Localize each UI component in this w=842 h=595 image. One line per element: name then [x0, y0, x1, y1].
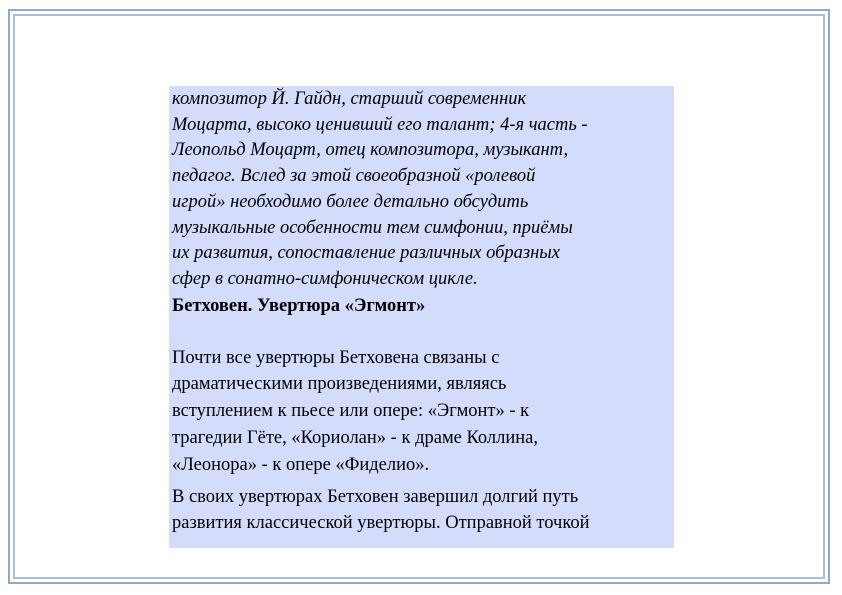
text-line: вступлением к пьесе или опере: «Эгмонт» - к [172, 401, 530, 422]
section-heading: Бетховен. Увертюра «Эгмонт» [172, 295, 426, 316]
text-line: развития классической увертюры. Отправной точкой [172, 513, 590, 534]
text-line: музыкальные особенности тем симфонии, приёмы [172, 217, 573, 238]
text-line: трагедии Гёте, «Кориолан» - к драме Коллина, [172, 428, 539, 449]
text-line: сфер в сонатно-симфоническом цикле. [172, 268, 478, 289]
intro-paragraph [172, 87, 671, 293]
text-line: «Леонора» - к опере «Фиделио». [172, 454, 430, 475]
body-paragraph-2 [172, 484, 671, 538]
text-line: композитор Й. Гайдн, старший современник [172, 89, 527, 109]
text-line: их развития, сопоставление различных образных [172, 243, 561, 264]
text-line: Моцарта, высоко ценивший его талант; 4-я часть - [172, 114, 588, 135]
blank-line [172, 319, 671, 345]
text-line: игрой» необходимо более детально обсудить [172, 191, 529, 212]
text-line: педагог. Вслед за этой своеобразной «ролевой [172, 166, 536, 187]
text-line: Почти все увертюры Бетховена связаны с [172, 347, 500, 368]
text-line: В своих увертюрах Бетховен завершил долгий путь [172, 486, 579, 507]
text-line: драматическими произведениями, являясь [172, 374, 507, 395]
text-box[interactable] [169, 86, 674, 548]
body-paragraph-1 [172, 345, 671, 479]
text-line: Леопольд Моцарт, отец композитора, музыкант, [172, 140, 569, 161]
